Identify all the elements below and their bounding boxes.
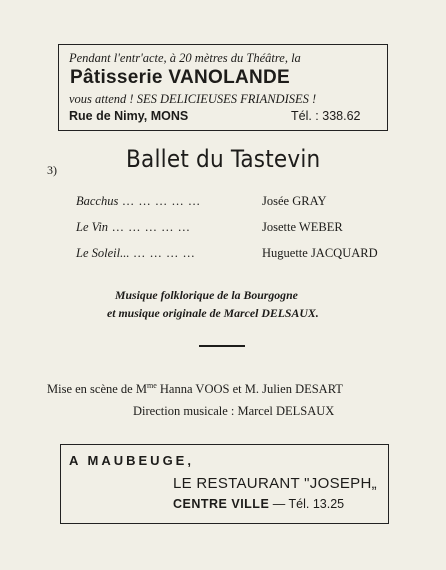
ad-location-phone — [173, 497, 344, 511]
cast-actor: Huguette JACQUARD — [262, 246, 378, 260]
music-credit-line1: Musique folklorique de la Bourgogne — [115, 288, 298, 302]
ad-restaurant-name: LE RESTAURANT "JOSEPH„ — [173, 475, 377, 492]
cast-role: Bacchus — [76, 194, 119, 208]
cast-leader-dots: ... ... ... ... ... — [112, 220, 191, 234]
cast-leader-dots: ... ... ... ... ... — [122, 194, 201, 208]
advertisement-patisserie — [58, 44, 388, 131]
staging-credit — [47, 381, 343, 397]
ad-tagline: vous attend ! SES DELICIEUSES FRIANDISES ! — [69, 92, 317, 106]
program-number: 3) — [47, 163, 57, 177]
staging-names: Hanna VOOS et M. Julien DESART — [156, 382, 343, 397]
cast-actor: Josée GRAY — [262, 194, 327, 208]
staging-superscript: me — [146, 381, 157, 390]
cast-leader-dots: ... ... ... ... — [133, 246, 196, 260]
ad-intro-text: Pendant l'entr'acte, à 20 mètres du Théâtre, la — [69, 51, 301, 65]
ad-shop-prefix: Pâtisserie — [70, 67, 163, 88]
cast-actor: Josette WEBER — [262, 220, 343, 234]
ad-phone: Tél. : 338.62 — [291, 109, 361, 123]
musical-direction-credit: Direction musicale : Marcel DELSAUX — [133, 404, 335, 418]
ad-address: Rue de Nimy, MONS — [69, 109, 189, 123]
ad-location: CENTRE VILLE — [173, 497, 270, 511]
ad-restaurant-phone: — Tél. 13.25 — [272, 497, 345, 511]
section-divider — [199, 345, 245, 347]
cast-role: Le Vin — [76, 220, 109, 234]
ad-shop-name — [70, 67, 290, 89]
ad-city: A MAUBEUGE, — [69, 453, 194, 468]
cast-row — [76, 220, 190, 235]
staging-prefix: Mise en scène de M — [47, 382, 147, 397]
cast-role: Le Soleil... — [76, 246, 130, 260]
cast-row — [76, 194, 201, 209]
advertisement-restaurant — [60, 444, 389, 524]
cast-row — [76, 246, 195, 261]
ballet-title: Ballet du Tastevin — [126, 145, 321, 173]
ad-shop-brand: VANOLANDE — [168, 67, 291, 88]
music-credit-line2: et musique originale de Marcel DELSAUX. — [107, 306, 319, 320]
